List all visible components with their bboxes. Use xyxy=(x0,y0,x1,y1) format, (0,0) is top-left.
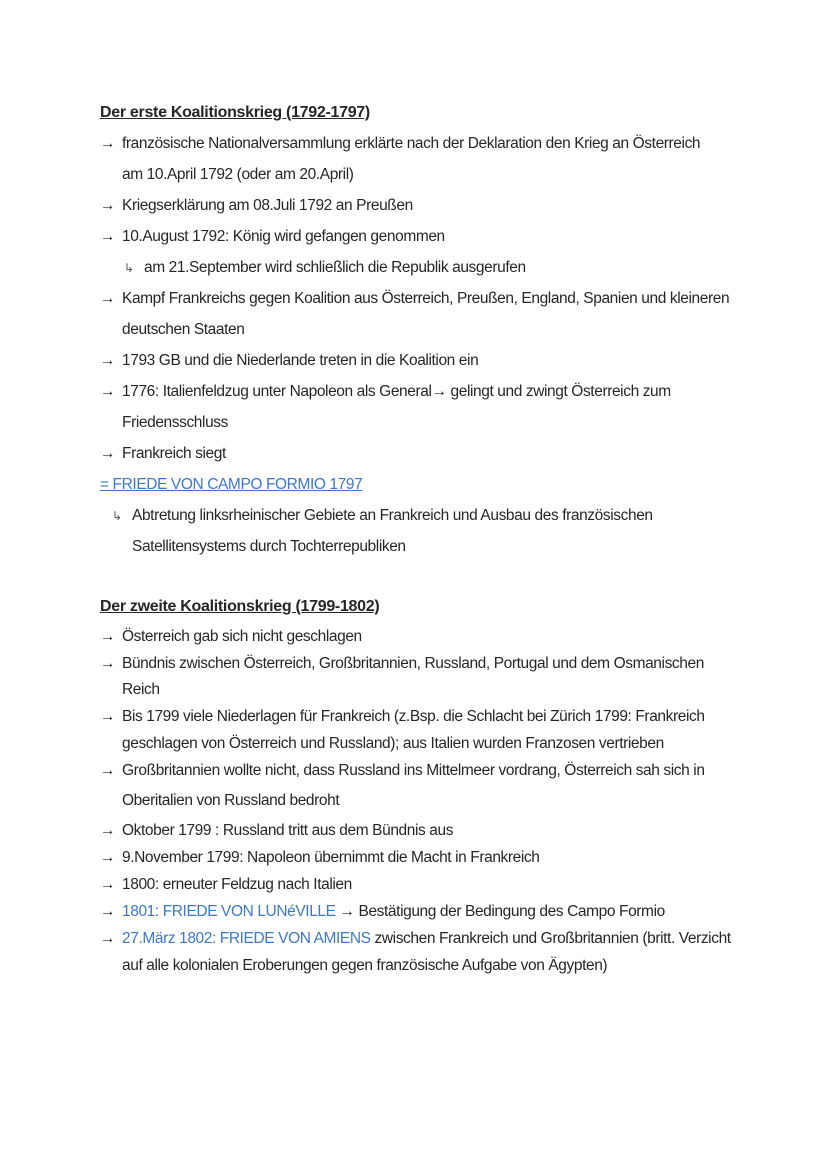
arrow-icon: → xyxy=(100,930,116,947)
list-item xyxy=(100,876,760,894)
list-item xyxy=(100,822,760,840)
list-item-text: Frankreich siegt xyxy=(122,445,226,462)
list-item-continuation xyxy=(100,681,760,699)
section-heading: Der zweite Koalitionskrieg (1799-1802) xyxy=(100,598,380,615)
list-item-text: Bündnis zwischen Österreich, Großbritannien, Russland, Portugal und dem Osmanischen xyxy=(122,655,704,672)
list-item xyxy=(100,197,760,215)
list-item xyxy=(100,655,760,673)
list-item-text: auf alle kolonialen Eroberungen gegen französische Aufgabe von Ägypten) xyxy=(122,957,608,974)
peace-treaty-link[interactable]: = FRIEDE VON CAMPO FORMIO 1797 xyxy=(100,476,363,493)
list-item-text: französische Nationalversammlung erklärte nach der Deklaration den Krieg an Österreich xyxy=(122,135,701,152)
list-item-text: Österreich gab sich nicht geschlagen xyxy=(122,628,362,645)
list-item xyxy=(100,445,760,463)
arrow-icon: → xyxy=(100,445,116,462)
arrow-icon: → xyxy=(100,628,116,645)
list-item-continuation xyxy=(100,321,760,339)
list-item-continuation xyxy=(100,735,760,753)
list-item xyxy=(100,135,760,153)
sub-list-item xyxy=(124,259,784,277)
list-item-text: Reich xyxy=(122,681,160,698)
arrow-icon: → xyxy=(100,655,116,672)
list-item xyxy=(100,628,760,646)
list-item-text: am 10.April 1792 (oder am 20.April) xyxy=(122,166,354,183)
list-item-text: → Bestätigung der Bedingung des Campo Formio xyxy=(339,903,665,920)
list-item-text: Kriegserklärung am 08.Juli 1792 an Preußen xyxy=(122,197,413,214)
list-item-text: Oberitalien von Russland bedroht xyxy=(122,792,340,809)
arrow-icon: → xyxy=(100,197,116,214)
list-item-text: deutschen Staaten xyxy=(122,321,245,338)
arrow-icon: → xyxy=(100,849,116,866)
list-item-text: 1793 GB und die Niederlande treten in die Koalition ein xyxy=(122,352,479,369)
sub-list-item xyxy=(112,507,772,525)
list-item-text: geschlagen von Österreich und Russland); aus Italien wurden Franzosen vertrieben xyxy=(122,735,664,752)
list-item-continuation xyxy=(100,414,760,432)
list-item-text: Großbritannien wollte nicht, dass Russland ins Mittelmeer vordrang, Österreich sah sich in xyxy=(122,762,705,779)
arrow-icon: → xyxy=(100,822,116,839)
section-first-coalition-war xyxy=(100,104,760,122)
list-item xyxy=(100,762,760,780)
peace-treaty-amiens: 27.März 1802: FRIEDE VON AMIENS xyxy=(122,930,371,947)
list-item xyxy=(100,849,760,867)
list-item-text: Satellitensystems durch Tochterrepubliken xyxy=(132,538,406,555)
sub-arrow-icon: ↳ xyxy=(124,261,134,275)
peace-treaty-campo-formio xyxy=(100,476,760,494)
list-item-text: 1800: erneuter Feldzug nach Italien xyxy=(122,876,352,893)
arrow-icon: → xyxy=(100,708,116,725)
list-item-text: Bis 1799 viele Niederlagen für Frankreich (z.Bsp. die Schlacht bei Zürich 1799: Frankreich xyxy=(122,708,705,725)
arrow-icon: → xyxy=(100,135,116,152)
arrow-icon: → xyxy=(100,228,116,245)
list-item-amiens xyxy=(100,930,760,948)
list-item xyxy=(100,228,760,246)
list-item xyxy=(100,708,760,726)
list-item-text: am 21.September wird schließlich die Republik ausgerufen xyxy=(144,259,526,276)
section-heading: Der erste Koalitionskrieg (1792-1797) xyxy=(100,104,370,121)
list-item-text: Kampf Frankreichs gegen Koalition aus Österreich, Preußen, England, Spanien und kleineren xyxy=(122,290,730,307)
list-item xyxy=(100,290,760,308)
list-item-continuation xyxy=(100,957,760,975)
sub-arrow-icon: ↳ xyxy=(112,509,122,523)
list-item-text: 10.August 1792: König wird gefangen genommen xyxy=(122,228,445,245)
sub-list-item-continuation xyxy=(132,538,792,556)
arrow-icon: → xyxy=(100,876,116,893)
arrow-icon: → xyxy=(100,383,116,400)
list-item-text: 1776: Italienfeldzug unter Napoleon als General→ gelingt und zwingt Österreich zum xyxy=(122,383,671,400)
arrow-icon: → xyxy=(100,352,116,369)
list-item-text: Friedensschluss xyxy=(122,414,228,431)
peace-treaty-luneville: 1801: FRIEDE VON LUNéVILLE xyxy=(122,903,336,920)
list-item-text: 9.November 1799: Napoleon übernimmt die Macht in Frankreich xyxy=(122,849,540,866)
arrow-icon: → xyxy=(100,762,116,779)
list-item-continuation xyxy=(100,166,760,184)
arrow-icon: → xyxy=(100,903,116,920)
list-item-continuation xyxy=(100,792,760,810)
list-item-text: Oktober 1799 : Russland tritt aus dem Bündnis aus xyxy=(122,822,454,839)
section-second-coalition-war xyxy=(100,598,760,616)
list-item xyxy=(100,383,760,401)
list-item-luneville xyxy=(100,903,760,921)
list-item-text: zwischen Frankreich und Großbritannien (britt. Verzicht xyxy=(370,930,731,947)
arrow-icon: → xyxy=(100,290,116,307)
list-item-text: Abtretung linksrheinischer Gebiete an Frankreich und Ausbau des französischen xyxy=(132,507,653,524)
list-item xyxy=(100,352,760,370)
